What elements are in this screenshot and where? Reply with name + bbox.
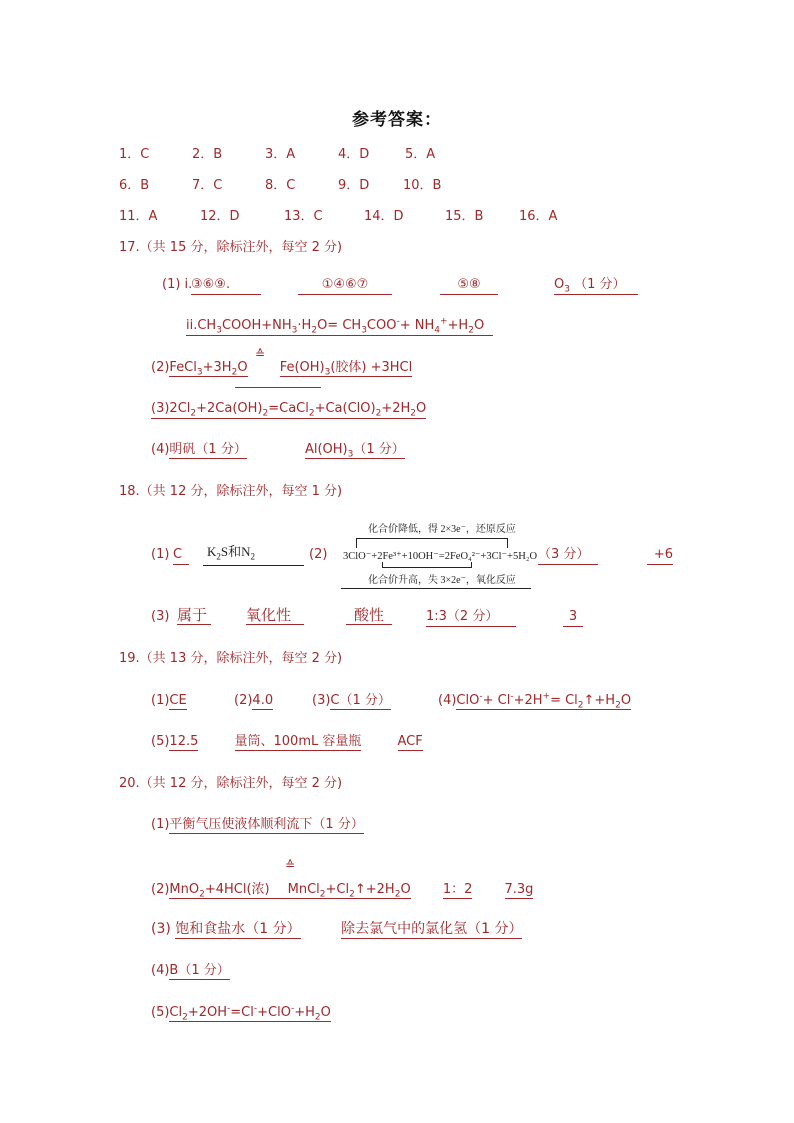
diagram-bracket-top bbox=[356, 538, 508, 539]
q18-3-answer-e: 3 bbox=[563, 609, 583, 627]
answer-blank-line bbox=[203, 565, 304, 566]
q18-3-answer-a: 属于 bbox=[177, 607, 211, 625]
q20-2-answers: (2)MnO$_2$+4HCl(浓) $MnCl_2+Cl_2↑+2H_2O$ 1：2 7.3g bbox=[151, 882, 534, 900]
q19-4-equation: $(4)ClO^-+ Cl^-+2H^+= Cl_2↑+H_2O$ bbox=[438, 691, 632, 711]
q18-3-answer-d: 1:3（2 分） bbox=[426, 609, 516, 627]
q17-1-answer-a: ③⑥⑨. bbox=[191, 277, 261, 295]
mc-answer: 4．D bbox=[338, 147, 370, 162]
q20-1-answer: (1)平衡气压使液体顺利流下（1 分） bbox=[151, 817, 364, 832]
q18-2-prefix: (2) bbox=[309, 547, 328, 562]
q20-4-answer: (4)B（1 分） bbox=[151, 963, 230, 978]
q20-heading: 20.（共 12 分，除标注外，每空 2 分) bbox=[119, 776, 343, 791]
mc-answer: 15．B bbox=[445, 209, 484, 224]
q18-3-answer-c: 酸性 bbox=[346, 607, 392, 625]
mc-answer: 13．C bbox=[284, 209, 323, 224]
diagram-bracket-bottom-left bbox=[382, 562, 383, 568]
q19-heading: 19.（共 13 分，除标注外，每空 2 分) bbox=[119, 651, 343, 666]
q18-heading: 18.（共 12 分，除标注外，每空 1 分) bbox=[119, 484, 343, 499]
answer-blank-line bbox=[235, 387, 321, 388]
mc-answer: 11．A bbox=[119, 209, 158, 224]
answer-blank-line bbox=[341, 588, 531, 589]
q17-4-answers: (4)明矾（1 分） $Al(OH)_3(1$ 分） bbox=[151, 442, 405, 460]
q17-1-answer-b: ①④⑥⑦ bbox=[298, 277, 392, 295]
mc-answer: 8．C bbox=[265, 178, 296, 193]
electron-loss-label: 化合价升高，失 3×2e⁻，氧化反应 bbox=[368, 575, 516, 586]
mc-answer: 5．A bbox=[405, 147, 436, 162]
mc-answer: 1．C bbox=[119, 147, 150, 162]
q17-heading: 17.（共 15 分，除标注外，每空 2 分) bbox=[119, 240, 343, 255]
mc-answer: 12．D bbox=[200, 209, 240, 224]
q19-2-answer: (2)4.0 bbox=[234, 693, 274, 708]
q18-1-prefix: (1) bbox=[151, 547, 170, 562]
mc-answer: 2．B bbox=[192, 147, 223, 162]
q19-5-answers: (5)12.5 量筒、100mL 容量瓶 ACF bbox=[151, 734, 423, 749]
page-title: 参考答案： bbox=[352, 110, 442, 130]
diagram-bracket-bottom-right bbox=[471, 562, 472, 568]
heat-symbol: ≙ bbox=[285, 858, 296, 872]
q17-1-answer-c: ⑤⑧ bbox=[440, 277, 498, 295]
diagram-bracket-top-right bbox=[507, 538, 508, 548]
q18-2-oxidation-state: +6 bbox=[647, 547, 673, 565]
mc-answer: 10．B bbox=[403, 178, 442, 193]
q17-1-ii-equation: $ii.CH_3COOH+NH_3\cdot H_2O= CH_3COO^-+ NH_4^++H_2O$ bbox=[186, 318, 493, 336]
q18-3-answer-b: 氧化性 bbox=[246, 607, 304, 625]
q18-2-score: （3 分） bbox=[538, 547, 598, 565]
diagram-bracket-bottom bbox=[382, 567, 472, 568]
q18-3-prefix: (3) bbox=[151, 609, 170, 624]
q17-1-prefix: (1) i. bbox=[162, 277, 193, 292]
electron-gain-label: 化合价降低，得 2×3e⁻，还原反应 bbox=[368, 524, 516, 535]
mc-answer: 14．D bbox=[364, 209, 404, 224]
q20-5-equation: $(5)Cl_2+2OH^-=Cl^-+ClO^-+H_2O$ bbox=[151, 1003, 331, 1023]
q17-2-equation: $(2)FeCl_3+3H_2O$ $Fe(OH)_3$(胶体) +3HCl bbox=[151, 360, 413, 378]
q19-1-answer: (1)CE bbox=[151, 693, 187, 708]
mc-answer: 6．B bbox=[119, 178, 150, 193]
q17-3-equation: $(3)2Cl_2+2Ca(OH)_2=CaCl_2+Ca(ClO)_2+2H_2O$ bbox=[151, 401, 427, 419]
heat-symbol: ≙ bbox=[255, 347, 266, 361]
q19-3-answer: (3)C（1 分） bbox=[312, 693, 391, 708]
q20-3-answers: (3) 饱和食盐水（1 分） 除去氯气中的氯化氢（1 分） bbox=[151, 921, 523, 937]
mc-answer: 9．D bbox=[338, 178, 370, 193]
q18-1-answer-b: $K_2S$和$N_2$ bbox=[207, 544, 256, 562]
q17-1-answer-d: $O_3$ （1 分） bbox=[554, 277, 638, 295]
mc-answer: 3．A bbox=[265, 147, 296, 162]
mc-answer: 16．A bbox=[519, 209, 558, 224]
redox-equation: 3ClO⁻+2Fe³⁺+10OH⁻=2FeO₄²⁻+3Cl⁻+5H₂O bbox=[343, 551, 538, 562]
diagram-bracket-top-left bbox=[356, 538, 357, 548]
mc-answer: 7．C bbox=[192, 178, 223, 193]
q18-1-answer-a: C bbox=[173, 547, 189, 565]
